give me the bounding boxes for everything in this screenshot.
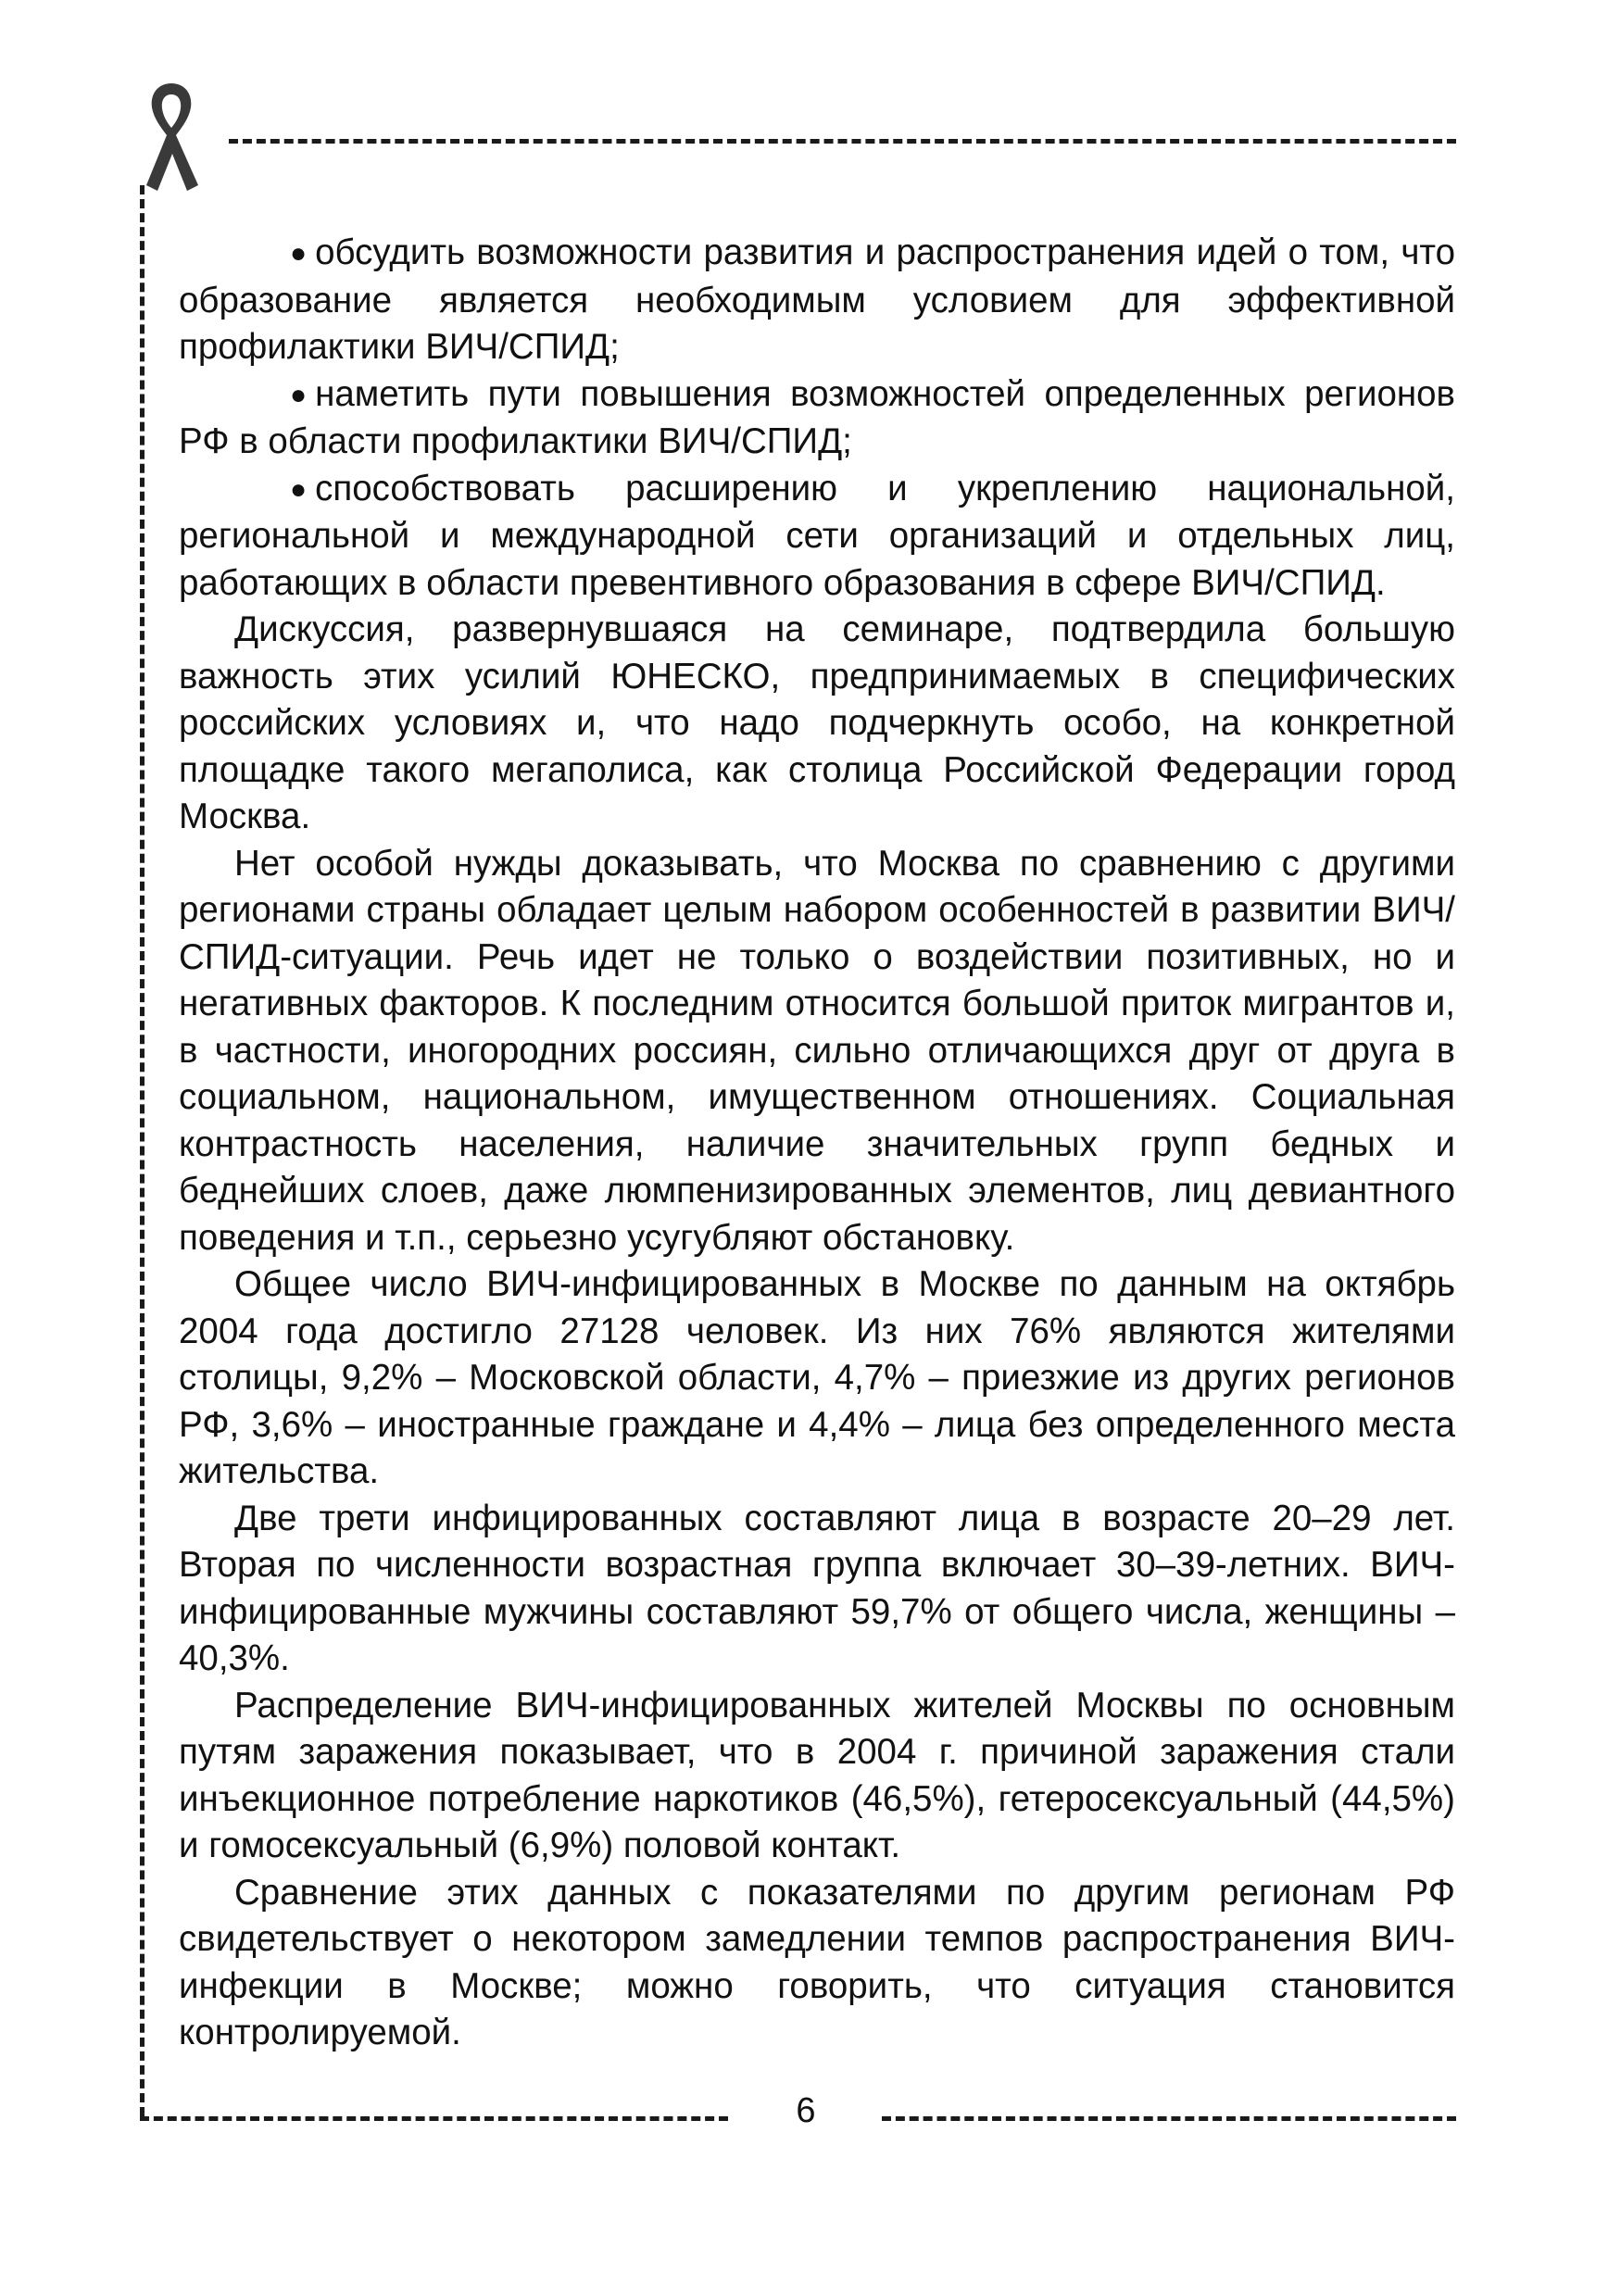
- paragraph-discussion: Дискуссия, развернувшаяся на семинаре, подтвердила большую важность этих усилий ЮНЕСКО, предпринимаемых в специфических российских условиях и, что надо подчеркнуть особо, на конкретной площадке такого мегаполиса, как столица Российской Федерации город Москва.: [179, 609, 1455, 836]
- left-dashed-border: [140, 185, 145, 2116]
- aids-ribbon-icon: [130, 76, 213, 196]
- bullet-item: [179, 230, 1455, 371]
- bullet-text: способствовать расширению и укреплению национальной, региональной и международной сети организаций и отдельных лиц, работающих в области превентивного образования в сфере ВИЧ/СПИД.: [179, 468, 1455, 603]
- bullet-text: наметить пути повышения возможностей определенных регионов РФ в области профилактики ВИЧ/СПИД;: [179, 373, 1455, 461]
- page-number: 6: [796, 2091, 816, 2130]
- paragraph-transmission: Распределение ВИЧ-инфицированных жителей Москвы по основным путям заражения показывает, что в 2004 г. причиной заражения стали инъекционное потребление наркотиков (46,5%), гетеросексуальный (44,5%) и гомосексуальный (6,9%) половой контакт.: [179, 1685, 1455, 1865]
- bottom-left-dashed-border: [140, 2116, 728, 2121]
- paragraph-conclusion: Сравнение этих данных с показателями по другим регионам РФ свидетельствует о некотором замедлении темпов распространения ВИЧ-инфекции в Москве; можно говорить, что ситуация становится контролируемой.: [179, 1872, 1455, 2052]
- top-dashed-border: [229, 139, 1456, 144]
- bullet-text: обсудить возможности развития и распространения идей о том, что образование является необходимым условием для эффективной профилактики ВИЧ/СПИД;: [179, 232, 1455, 367]
- paragraph-moscow-features: Нет особой нужды доказывать, что Москва по сравнению с другими регионами страны обладает целым набором особенностей в развитии ВИЧ/СПИД-ситуации. Речь идет не только о воздействии позитивных, но и негативных факторов. К последним относится большой приток мигрантов и, в частности, иногородних россиян, сильно отличающихся друг от друга в социальном, национальном, имущественном отношениях. Социальная контрастность населения, наличие значительных групп бедных и беднейших слоев, даже люмпенизированных элементов, лиц девиантного поведения и т.п., серьезно усугубляют обстановку.: [179, 843, 1455, 1258]
- bullet-item: [179, 371, 1455, 466]
- bottom-right-dashed-border: [882, 2116, 1456, 2121]
- bullet-icon: ●: [290, 379, 308, 410]
- body-text: [179, 230, 1455, 2057]
- bullet-item: [179, 466, 1455, 608]
- bullet-icon: ●: [290, 238, 308, 269]
- paragraph-statistics: Общее число ВИЧ-инфицированных в Москве по данным на октябрь 2004 года достигло 27128 человек. Из них 76% являются жителями столицы, 9,2% – Московской области, 4,7% – приезжие из других регионов РФ, 3,6% – иностранные граждане и 4,4% – лица без определенного места жительства.: [179, 1264, 1455, 1491]
- paragraph-age-groups: Две трети инфицированных составляют лица в возрасте 20–29 лет. Вторая по численности возрастная группа включает 30–39-летних. ВИЧ-инфицированные мужчины составляют 59,7% от общего числа, женщины – 40,3%.: [179, 1498, 1455, 1678]
- bullet-icon: ●: [290, 473, 308, 505]
